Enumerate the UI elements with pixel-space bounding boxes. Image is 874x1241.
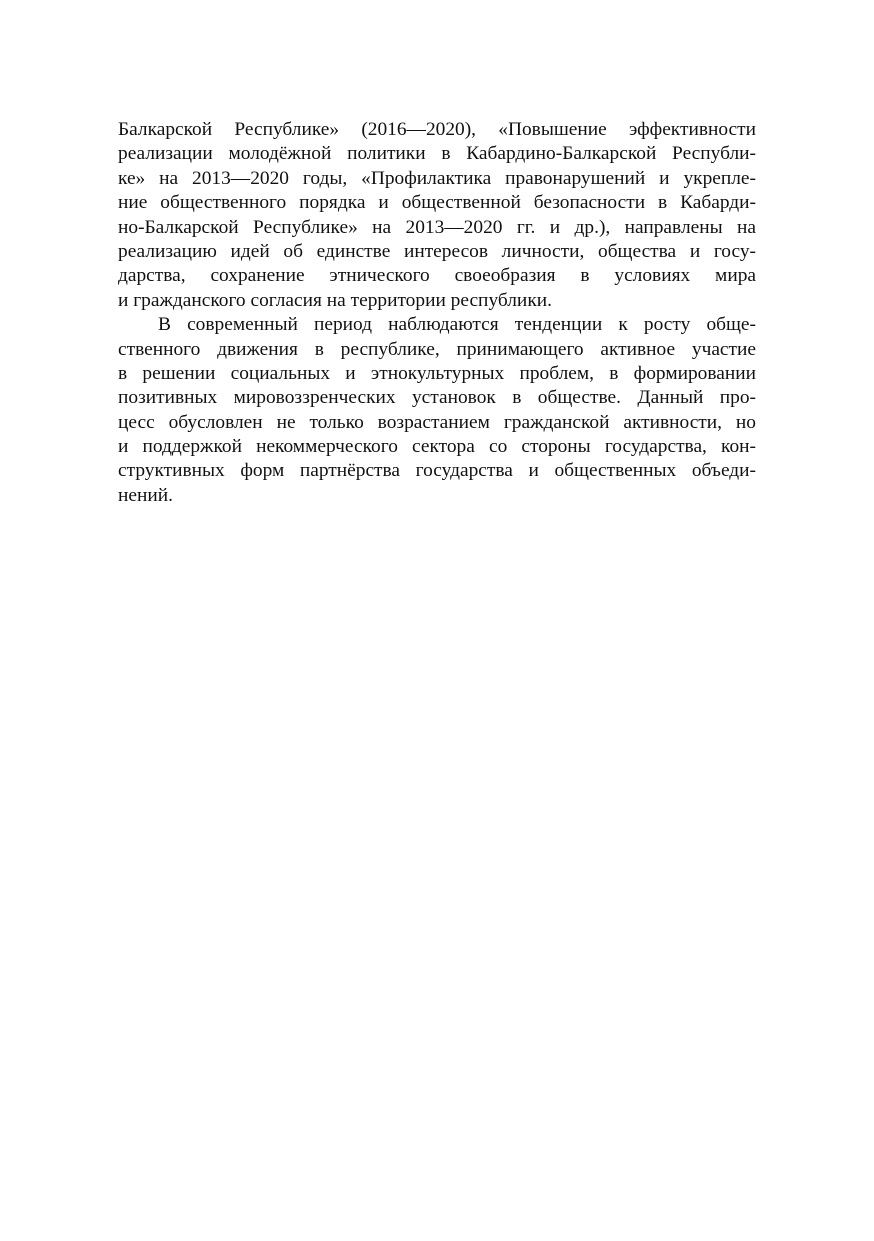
text-line: реализации молодёжной политики в Кабардино-Балкарской Республи- [118, 143, 756, 165]
text-line: позитивных мировоззренческих установок в обществе. Данный про- [118, 387, 756, 409]
text-line: Балкарской Республике» (2016—2020), «Повышение эффективности [118, 119, 756, 140]
text-line: и гражданского согласия на территории республики. [118, 289, 552, 311]
text-line: и поддержкой некоммерческого сектора со стороны государства, кон- [118, 436, 756, 458]
text-line: цесс обусловлен не только возрастанием гражданской активности, но [118, 411, 756, 433]
text-line: но-Балкарской Республике» на 2013—2020 гг. и др.), направлены на [118, 216, 756, 238]
text-line: ственного движения в республике, принимающего активное участие [118, 338, 756, 360]
document-page [118, 118, 756, 508]
text-line: структивных форм партнёрства государства и общественных объеди- [118, 460, 756, 482]
text-line: ке» на 2013—2020 годы, «Профилактика правонарушений и укрепле- [118, 167, 756, 189]
text-line: нений. [118, 484, 173, 506]
text-line: реализацию идей об единстве интересов личности, общества и госу- [118, 240, 756, 262]
text-line: дарства, сохранение этнического своеобразия в условиях мира [118, 265, 756, 287]
text-line: ние общественного порядка и общественной безопасности в Кабарди- [118, 192, 756, 214]
paragraph-2 [118, 313, 756, 508]
text-line: в решении социальных и этнокультурных проблем, в формировании [118, 362, 756, 384]
paragraph-1 [118, 118, 756, 313]
text-line: В современный период наблюдаются тенденции к росту обще- [158, 314, 756, 336]
